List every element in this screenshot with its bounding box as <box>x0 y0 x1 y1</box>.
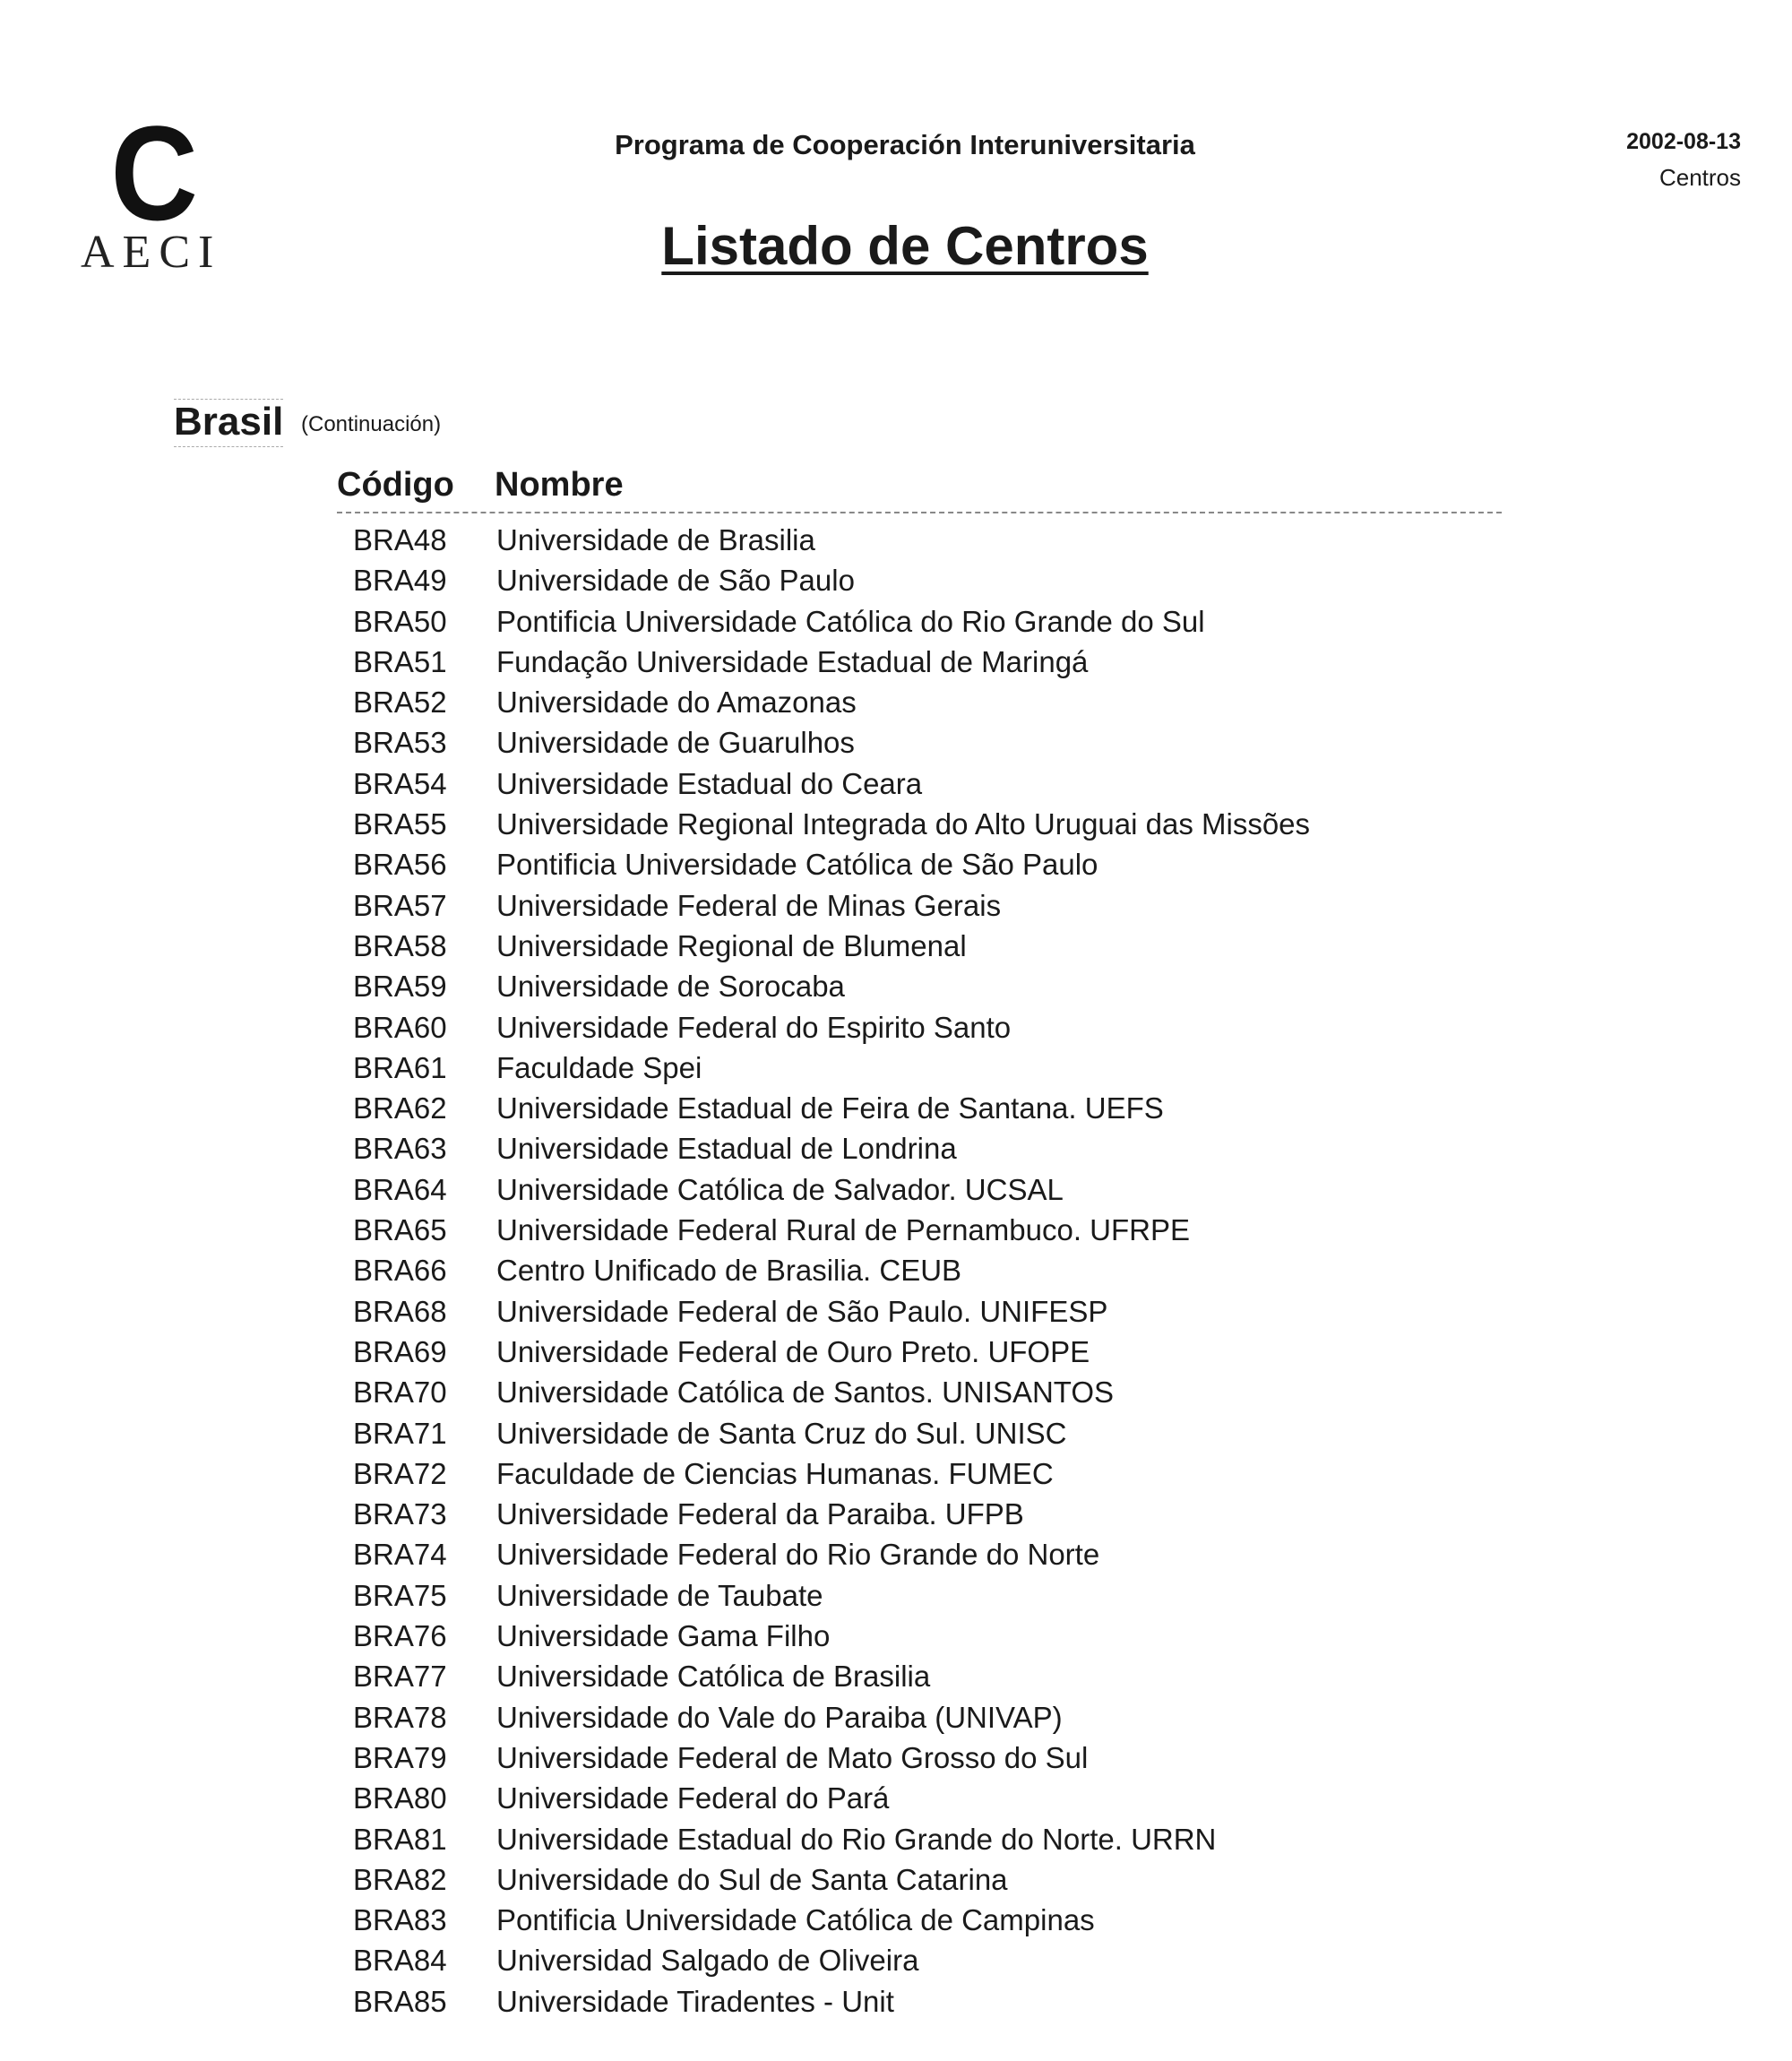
center-code: BRA56 <box>353 848 447 882</box>
center-code: BRA78 <box>353 1700 447 1734</box>
table-row <box>0 1981 1792 2022</box>
center-code: BRA82 <box>353 1862 447 1896</box>
table-row <box>0 1250 1792 1290</box>
center-name: Universidade do Vale do Paraiba (UNIVAP) <box>496 1700 1063 1734</box>
center-code: BRA84 <box>353 1944 447 1978</box>
center-code: BRA64 <box>353 1172 447 1206</box>
table-row <box>0 1291 1792 1332</box>
column-header-name: Nombre <box>495 466 624 504</box>
table-row <box>0 1616 1792 1656</box>
center-name: Universidade Federal do Rio Grande do Norte <box>496 1538 1100 1572</box>
table-row <box>0 682 1792 722</box>
center-name: Universidade Regional Integrada do Alto Uruguai das Missões <box>496 807 1311 841</box>
table-row <box>0 642 1792 682</box>
center-name: Fundação Universidade Estadual de Maringá <box>496 644 1089 678</box>
center-name: Universidade Federal de São Paulo. UNIFESP <box>496 1294 1108 1328</box>
table-row <box>0 601 1792 642</box>
table-row <box>0 1007 1792 1048</box>
center-name: Universidade Católica de Brasilia <box>496 1660 931 1694</box>
center-code: BRA71 <box>353 1416 447 1450</box>
table-row <box>0 844 1792 884</box>
table-row <box>0 1656 1792 1696</box>
center-name: Universidade do Amazonas <box>496 686 857 720</box>
center-code: BRA62 <box>353 1091 447 1125</box>
center-code: BRA70 <box>353 1375 447 1410</box>
center-name: Universidade Tiradentes - Unit <box>496 1984 894 2018</box>
table-row <box>0 1494 1792 1534</box>
center-name: Centro Unificado de Brasilia. CEUB <box>496 1254 962 1288</box>
center-name: Universidade Católica de Salvador. UCSAL <box>496 1172 1064 1206</box>
center-name: Universidade Federal do Pará <box>496 1781 890 1815</box>
table-row <box>0 1575 1792 1616</box>
center-code: BRA68 <box>353 1294 447 1328</box>
aeci-logo-text: AECI <box>81 227 222 278</box>
program-name: Programa de Cooperación Interuniversitaria <box>615 129 1195 160</box>
table-row <box>0 1088 1792 1128</box>
column-header-code: Código <box>337 466 454 504</box>
report-date: 2002-08-13 <box>1626 129 1741 154</box>
center-name: Pontificia Universidade Católica de São Paulo <box>496 848 1098 882</box>
page-title: Listado de Centros <box>661 216 1149 276</box>
table-row <box>0 1859 1792 1900</box>
center-name: Universidade Estadual do Rio Grande do Norte. URRN <box>496 1822 1217 1856</box>
center-code: BRA53 <box>353 726 447 760</box>
center-code: BRA72 <box>353 1456 447 1490</box>
continuation-note: (Continuación) <box>301 412 442 436</box>
table-row <box>0 1534 1792 1574</box>
center-code: BRA81 <box>353 1822 447 1856</box>
header-divider <box>337 512 1502 513</box>
center-code: BRA74 <box>353 1538 447 1572</box>
center-name: Universidade Federal de Mato Grosso do Sul <box>496 1740 1089 1774</box>
center-code: BRA76 <box>353 1619 447 1653</box>
center-code: BRA69 <box>353 1334 447 1368</box>
table-row <box>0 763 1792 804</box>
table-row <box>0 560 1792 600</box>
center-name: Universidade Regional de Blumenal <box>496 928 967 962</box>
table-row <box>0 1332 1792 1372</box>
center-code: BRA57 <box>353 888 447 922</box>
table-row <box>0 1697 1792 1738</box>
center-code: BRA48 <box>353 523 447 556</box>
center-name: Faculdade de Ciencias Humanas. FUMEC <box>496 1456 1054 1490</box>
table-row <box>0 1940 1792 1980</box>
table-row <box>0 1048 1792 1088</box>
center-code: BRA51 <box>353 644 447 678</box>
aeci-logo-mark: C <box>110 98 198 248</box>
center-code: BRA79 <box>353 1740 447 1774</box>
centers-table <box>0 520 1792 2022</box>
document-type: Centros <box>1658 164 1741 191</box>
center-code: BRA77 <box>353 1660 447 1694</box>
center-code: BRA55 <box>353 807 447 841</box>
table-row <box>0 1413 1792 1453</box>
center-name: Universidade Católica de Santos. UNISANTOS <box>496 1375 1115 1410</box>
center-code: BRA63 <box>353 1132 447 1166</box>
center-name: Universidade Federal de Ouro Preto. UFOPE <box>496 1334 1090 1368</box>
center-name: Pontificia Universidade Católica do Rio Grande do Sul <box>496 604 1205 638</box>
center-code: BRA49 <box>353 564 447 598</box>
center-code: BRA66 <box>353 1254 447 1288</box>
center-code: BRA83 <box>353 1903 447 1937</box>
center-name: Universidade de Sorocaba <box>496 970 845 1004</box>
center-code: BRA50 <box>353 604 447 638</box>
center-name: Universidade Estadual de Londrina <box>496 1132 957 1166</box>
center-code: BRA59 <box>353 970 447 1004</box>
table-row <box>0 520 1792 560</box>
table-row <box>0 1169 1792 1210</box>
center-name: Universidade Estadual de Feira de Santana. UEFS <box>496 1091 1164 1125</box>
center-name: Pontificia Universidade Católica de Campinas <box>496 1903 1095 1937</box>
center-code: BRA73 <box>353 1497 447 1531</box>
center-code: BRA85 <box>353 1984 447 2018</box>
table-row <box>0 1738 1792 1778</box>
center-code: BRA58 <box>353 928 447 962</box>
country-heading: Brasil <box>174 399 283 447</box>
center-name: Universidade de Brasilia <box>496 523 815 556</box>
center-name: Universidade de Taubate <box>496 1578 823 1612</box>
table-row <box>0 1900 1792 1940</box>
table-row <box>0 885 1792 926</box>
center-code: BRA65 <box>353 1213 447 1247</box>
center-code: BRA52 <box>353 686 447 720</box>
center-name: Universidade Federal Rural de Pernambuco. UFRPE <box>496 1213 1191 1247</box>
center-name: Universidade Federal de Minas Gerais <box>496 888 1002 922</box>
center-name: Universidade Estadual do Ceara <box>496 766 923 800</box>
table-row <box>0 1778 1792 1818</box>
center-name: Universidade Federal da Paraiba. UFPB <box>496 1497 1024 1531</box>
center-name: Universidade Federal do Espirito Santo <box>496 1010 1012 1044</box>
center-name: Universidade de Guarulhos <box>496 726 855 760</box>
table-row <box>0 1453 1792 1494</box>
center-name: Universidade do Sul de Santa Catarina <box>496 1862 1008 1896</box>
table-row <box>0 722 1792 763</box>
center-name: Universidade Gama Filho <box>496 1619 831 1653</box>
table-row <box>0 804 1792 844</box>
center-name: Universidad Salgado de Oliveira <box>496 1944 919 1978</box>
table-row <box>0 1128 1792 1168</box>
center-name: Universidade de Santa Cruz do Sul. UNISC <box>496 1416 1067 1450</box>
center-code: BRA61 <box>353 1050 447 1084</box>
table-row <box>0 1819 1792 1859</box>
center-name: Universidade de São Paulo <box>496 564 855 598</box>
table-row <box>0 966 1792 1006</box>
center-code: BRA80 <box>353 1781 447 1815</box>
table-row <box>0 926 1792 966</box>
center-code: BRA54 <box>353 766 447 800</box>
center-name: Faculdade Spei <box>496 1050 702 1084</box>
center-code: BRA60 <box>353 1010 447 1044</box>
table-row <box>0 1372 1792 1412</box>
table-row <box>0 1210 1792 1250</box>
center-code: BRA75 <box>353 1578 447 1612</box>
